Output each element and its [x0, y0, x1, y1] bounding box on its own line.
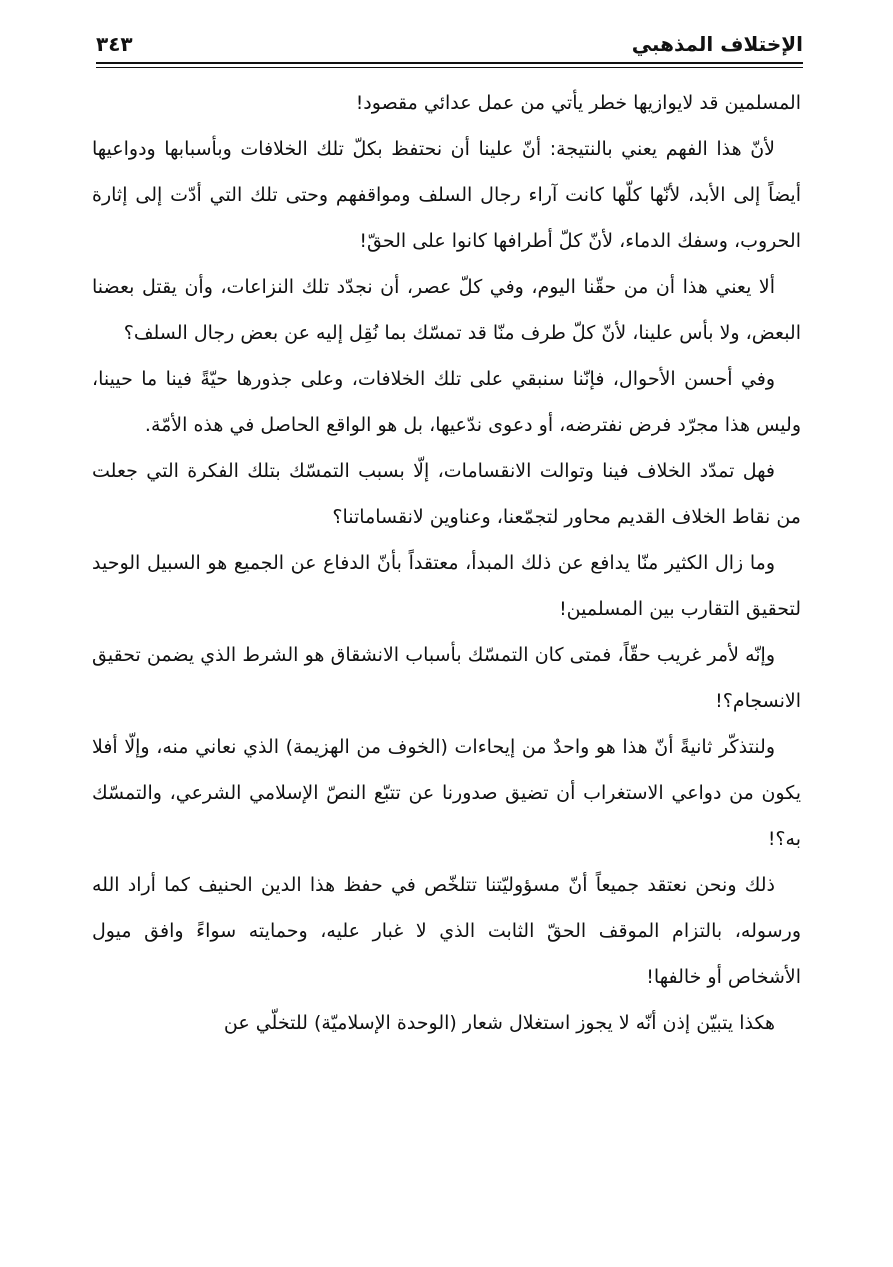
- paragraph: فهل تمدّد الخلاف فينا وتوالت الانقسامات، إلّا بسبب التمسّك بتلك الفكرة التي جعلت من نقاط الخلاف القديم محاور لتجمّعنا، وعناوين لانقساماتنا؟: [92, 460, 801, 528]
- paragraph: وإنّه لأمر غريب حقّاً، فمتى كان التمسّك بأسباب الانشقاق هو الشرط الذي يضمن تحقيق الانسجام؟!: [92, 644, 801, 712]
- page-header: [96, 26, 803, 62]
- paragraph: المسلمين قد لايوازيها خطر يأتي من عمل عدائي مقصود!: [355, 92, 801, 114]
- paragraph: وفي أحسن الأحوال، فإنّنا سنبقي على تلك الخلافات، وعلى جذورها حيّةً فينا ما حيينا، وليس هذا مجرّد فرض نفترضه، أو دعوى ندّعيها، بل هو الواقع الحاصل في هذه الأمّة.: [92, 368, 801, 436]
- paragraph: لأنّ هذا الفهم يعني بالنتيجة: أنّ علينا أن نحتفظ بكلّ تلك الخلافات وبأسبابها ودواعيها أيضاً إلى الأبد، لأنّها كلّها كانت آراء رجال السلف ومواقفهم وحتى تلك التي أدّت إلى إثارة الحروب، وسفك الدماء، لأنّ كلّ أطرافها كانوا على الحقّ!: [92, 138, 801, 252]
- page-number: ٣٤٣: [96, 32, 133, 56]
- paragraph: وما زال الكثير منّا يدافع عن ذلك المبدأ، معتقداً بأنّ الدفاع عن الجميع هو السبيل الوحيد لتحقيق التقارب بين المسلمين!: [92, 552, 801, 620]
- paragraph: هكذا يتبيّن إذن أنّه لا يجوز استغلال شعار (الوحدة الإسلاميّة) للتخلّي عن: [223, 1012, 775, 1034]
- paragraph: ولنتذكّر ثانيةً أنّ هذا هو واحدٌ من إيحاءات (الخوف من الهزيمة) الذي نعاني منه، وإلّا أفلا يكون من دواعي الاستغراب أن تضيق صدورنا عن تتبّع النصّ الإسلامي الشرعي، والتمسّك به؟!: [92, 736, 801, 850]
- paragraph: ذلك ونحن نعتقد جميعاً أنّ مسؤوليّتنا تتلخّص في حفظ هذا الدين الحنيف كما أراد الله ورسوله، بالتزام الموقف الحقّ الثابت الذي لا غبار عليه، وحمايته سواءً وافق ميول الأشخاص أو خالفها!: [92, 874, 801, 988]
- running-title: الإختلاف المذهبي: [631, 32, 803, 56]
- body-text: [92, 80, 801, 1250]
- header-rule-thin: [96, 67, 803, 68]
- paragraph: ألا يعني هذا أن من حقّنا اليوم، وفي كلّ عصر، أن نجدّد تلك النزاعات، وأن يقتل بعضنا البعض، ولا بأس علينا، لأنّ كلّ طرف منّا قد تمسّك بما نُقِل إليه عن بعض رجال السلف؟: [92, 276, 801, 344]
- header-rule-thick: [96, 62, 803, 64]
